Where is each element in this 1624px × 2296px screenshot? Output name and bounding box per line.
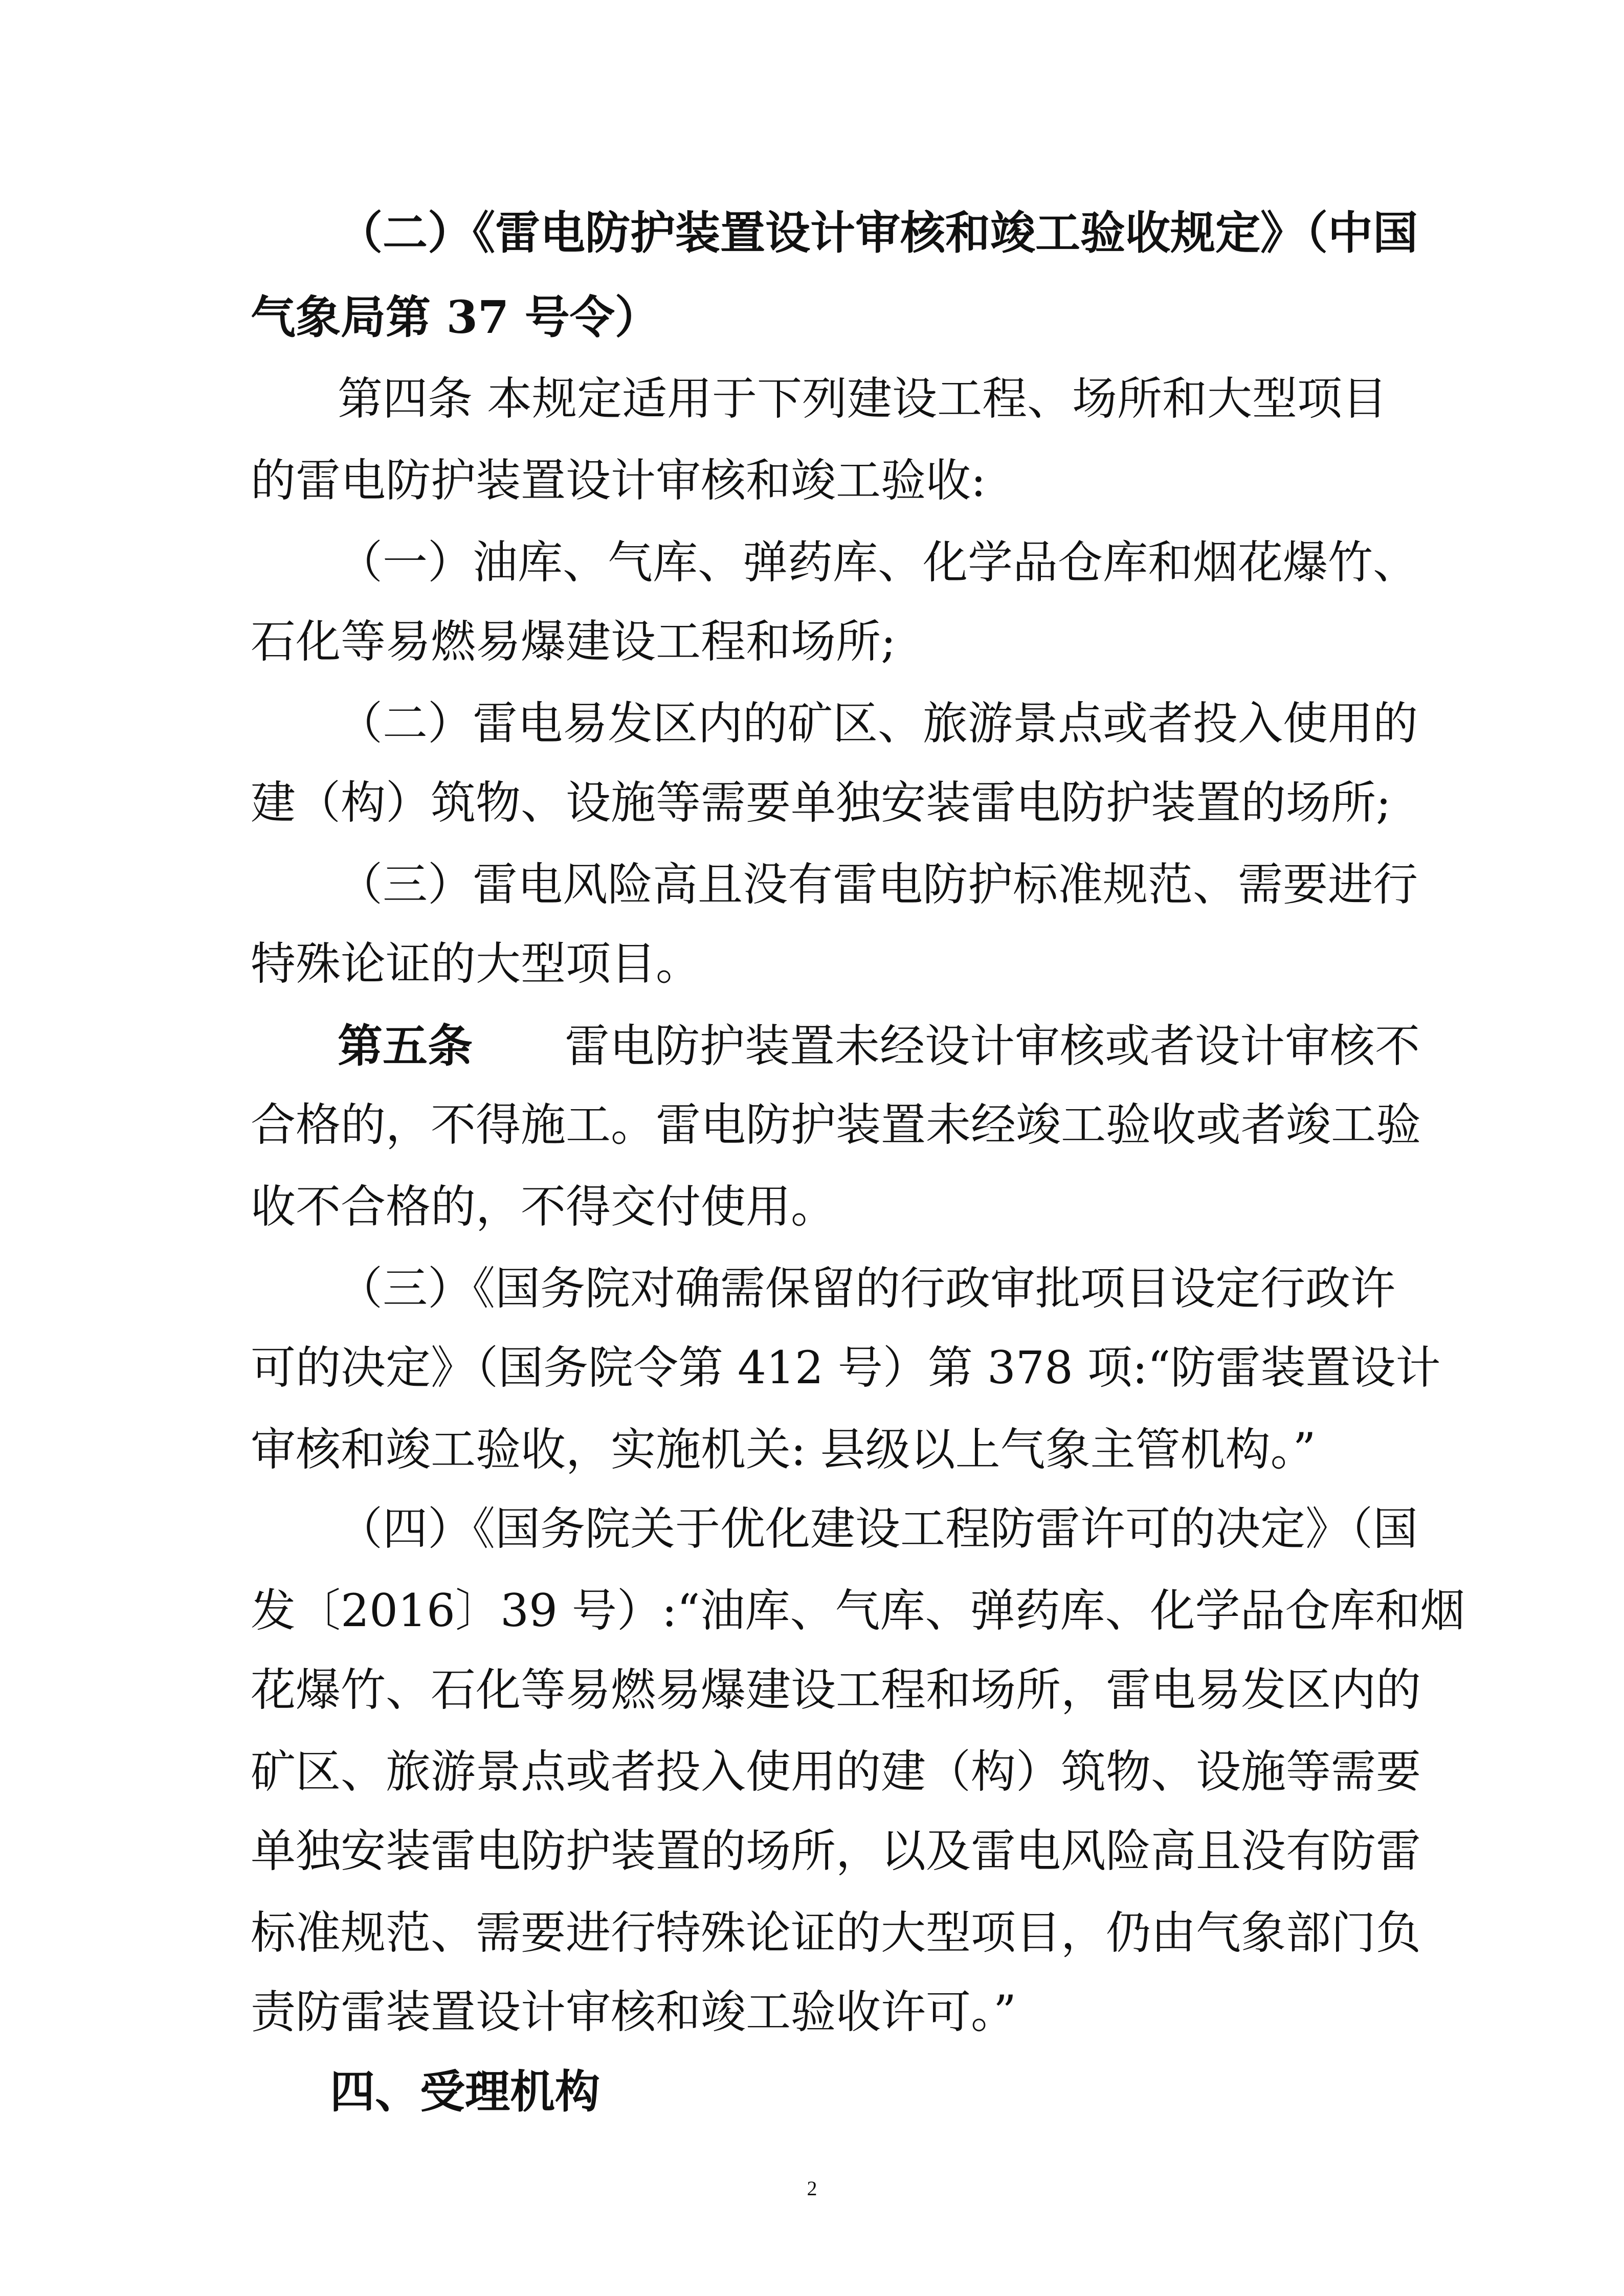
article-5-cont-1: 合格的，不得施工。雷电防护装置未经竣工验收或者竣工验 — [251, 1098, 1421, 1151]
state-council-decision-2016-39: （四）《国务院关于优化建设工程防雷许可的决定》（国 — [338, 1502, 1418, 1555]
state-council-decision-2016-39-cont-6: 责防雷装置设计审核和竣工验收许可。” — [251, 1986, 1016, 2038]
heading-regulation-37-cont: 气象局第 37 号令） — [251, 290, 660, 344]
article-5-label: 第五条 — [338, 1019, 473, 1072]
page-number: 2 — [807, 2177, 817, 2200]
article-5 — [0, 1015, 1624, 1076]
article-5-text: 雷电防护装置未经设计审核或者设计审核不 — [565, 1020, 1420, 1072]
state-council-decision-2016-39-cont-5: 标准规范、需要进行特殊论证的大型项目，仍由气象部门负 — [251, 1906, 1421, 1959]
state-council-decision-2016-39-cont-2: 花爆竹、石化等易燃易爆建设工程和场所，雷电易发区内的 — [251, 1663, 1421, 1716]
state-council-decision-412-cont-2: 审核和竣工验收，实施机关: 县级以上气象主管机构。” — [251, 1423, 1316, 1476]
item-3-cont: 特殊论证的大型项目。 — [251, 937, 701, 990]
item-2: （二）雷电易发区内的矿区、旅游景点或者投入使用的 — [338, 697, 1418, 750]
article-5-cont-2: 收不合格的，不得交付使用。 — [251, 1180, 836, 1233]
state-council-decision-412-cont-1: 可的决定》（国务院令第 412 号）第 378 项:“防雷装置设计 — [251, 1341, 1441, 1394]
heading-regulation-37: （二）《雷电防护装置设计审核和竣工验收规定》（中国 — [338, 206, 1418, 259]
state-council-decision-412: （三）《国务院对确需保留的行政审批项目设定行政许 — [338, 1262, 1396, 1315]
section-heading-accepting-agency: 四、受理机构 — [330, 2065, 600, 2118]
item-3: （三）雷电风险高且没有雷电防护标准规范、需要进行 — [338, 858, 1418, 911]
state-council-decision-2016-39-cont-1: 发〔2016〕39 号）:“油库、气库、弹药库、化学品仓库和烟 — [251, 1584, 1465, 1637]
article-4: 第四条 本规定适用于下列建设工程、场所和大型项目 — [338, 372, 1387, 425]
article-4-cont: 的雷电防护装置设计审核和竣工验收: — [251, 454, 986, 507]
item-1: （一）油库、气库、弹药库、化学品仓库和烟花爆竹、 — [338, 536, 1418, 589]
state-council-decision-2016-39-cont-4: 单独安装雷电防护装置的场所，以及雷电风险高且没有防雷 — [251, 1825, 1421, 1877]
item-1-cont: 石化等易燃易爆建设工程和场所; — [251, 615, 896, 668]
state-council-decision-2016-39-cont-3: 矿区、旅游景点或者投入使用的建（构）筑物、设施等需要 — [251, 1745, 1421, 1798]
item-2-cont: 建（构）筑物、设施等需要单独安装雷电防护装置的场所; — [251, 776, 1391, 829]
